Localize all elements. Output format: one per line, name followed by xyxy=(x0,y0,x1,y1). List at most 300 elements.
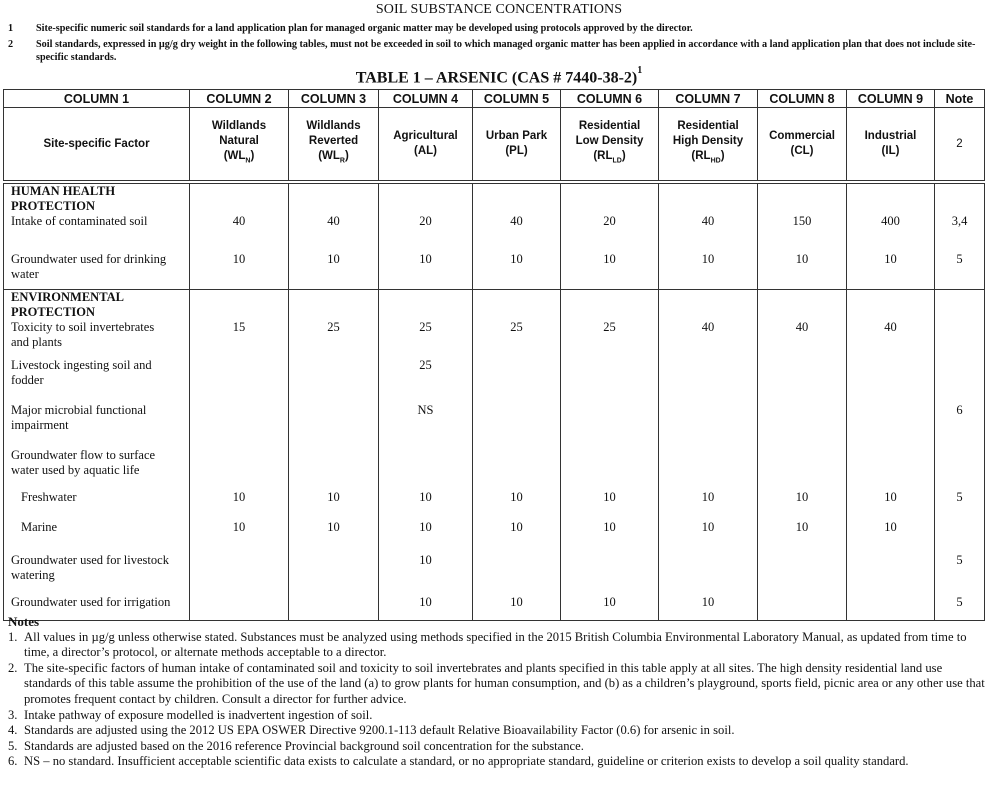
column-description-3 xyxy=(289,108,379,183)
value-cell xyxy=(473,545,561,590)
column-header-4: COLUMN 4 xyxy=(379,90,473,108)
standard-value: 150 xyxy=(792,214,812,228)
value-cell xyxy=(758,244,847,290)
intro-number: 1 xyxy=(8,23,14,34)
standard-value xyxy=(289,350,378,358)
standard-value xyxy=(758,545,846,553)
standard-value xyxy=(379,440,472,448)
standard-value: 10 xyxy=(603,252,616,266)
value-cell xyxy=(758,545,847,590)
standard-value: 10 xyxy=(510,490,523,504)
standard-value xyxy=(847,395,934,403)
site-factor-label: Groundwater flow to surface xyxy=(11,448,156,462)
standard-value: 40 xyxy=(701,320,715,334)
value-cell xyxy=(289,182,379,244)
note-number: 4. xyxy=(8,723,18,738)
note-item xyxy=(8,723,988,739)
note-cell xyxy=(935,290,985,351)
standard-value xyxy=(190,545,288,553)
value-cell xyxy=(190,395,289,440)
note-number: 5. xyxy=(8,738,18,753)
column-label-line: Reverted xyxy=(308,135,359,148)
value-cell xyxy=(379,515,473,545)
standard-value: 10 xyxy=(795,490,809,504)
standard-value: 40 xyxy=(795,320,809,334)
standard-value xyxy=(758,350,846,358)
column-abbreviation xyxy=(659,149,757,168)
abbreviation-text: (AL) xyxy=(414,145,437,157)
value-cell xyxy=(289,244,379,290)
note-cell xyxy=(935,515,985,545)
note-reference xyxy=(935,440,984,448)
site-factor-cell xyxy=(4,515,190,545)
standard-value: 40 xyxy=(232,214,246,228)
value-cell xyxy=(758,395,847,440)
abbreviation-text: (WL xyxy=(223,150,246,163)
standard-value: 10 xyxy=(232,252,246,266)
standard-value xyxy=(289,440,378,448)
abbreviation-subscript: HD xyxy=(710,157,721,165)
column-header-5: COLUMN 5 xyxy=(473,90,561,108)
abbreviation-end: ) xyxy=(720,150,725,163)
section-heading: HUMAN HEALTH xyxy=(11,184,116,198)
note-text: Standards are adjusted using the 2012 US EPA OSWER Directive 9200.1-113 default Relative Bioavailability Factor (0.6) for arsenic in soil. xyxy=(24,723,735,738)
abbreviation-subscript: N xyxy=(245,157,251,165)
section-heading: PROTECTION xyxy=(11,199,96,213)
standard-value: 10 xyxy=(419,490,432,504)
site-factor-label: fodder xyxy=(11,373,44,387)
site-factor-cell xyxy=(4,244,190,290)
standard-value xyxy=(473,440,560,448)
column-header-6: COLUMN 6 xyxy=(561,90,659,108)
row-spacer xyxy=(11,545,189,553)
column-description-1 xyxy=(4,108,190,183)
value-cell xyxy=(379,545,473,590)
abbreviation-end: ) xyxy=(621,150,626,163)
column-description-9 xyxy=(847,108,935,183)
intro-item xyxy=(8,38,976,64)
note-cell xyxy=(935,545,985,590)
column-label-line: Agricultural xyxy=(393,130,458,142)
value-cell xyxy=(847,545,935,590)
standard-value: 40 xyxy=(510,214,523,228)
standard-value: 40 xyxy=(327,214,340,228)
column-header-9: COLUMN 9 xyxy=(847,90,935,108)
notes-section xyxy=(8,614,988,770)
table-row xyxy=(4,545,985,590)
standard-value: 400 xyxy=(881,214,900,228)
standard-value: 10 xyxy=(327,520,340,534)
value-cell xyxy=(190,244,289,290)
value-cell xyxy=(659,290,758,351)
value-cell xyxy=(289,290,379,351)
value-cell xyxy=(847,395,935,440)
value-cell xyxy=(561,545,659,590)
value-cell xyxy=(190,515,289,545)
site-factor-cell xyxy=(4,485,190,515)
column-label-line: Wildlands xyxy=(211,120,267,133)
value-cell xyxy=(473,350,561,395)
column-header-10: Note xyxy=(935,90,985,108)
standard-value: 10 xyxy=(701,595,715,609)
note-text: Intake pathway of exposure modelled is inadvertent ingestion of soil. xyxy=(24,707,373,722)
intro-item xyxy=(8,22,976,35)
abbreviation-text: (RL xyxy=(593,150,613,163)
value-cell xyxy=(659,244,758,290)
note-item xyxy=(8,661,988,708)
section-heading: PROTECTION xyxy=(11,305,96,319)
value-cell xyxy=(289,395,379,440)
value-cell xyxy=(847,515,935,545)
column-label-line: Residential xyxy=(578,120,641,133)
standard-value xyxy=(190,440,288,448)
note-text: NS – no standard. Insufficient acceptable scientific data exists to calculate a standard, or no appropriate standard, guideline or criterion exists to develop a soil quality standard. xyxy=(24,754,909,769)
standard-value: 10 xyxy=(419,553,432,567)
standard-value xyxy=(659,395,757,403)
value-cell xyxy=(847,244,935,290)
standard-value: 25 xyxy=(327,320,340,334)
standard-value xyxy=(289,590,378,595)
value-cell xyxy=(473,515,561,545)
standard-value: 10 xyxy=(419,252,432,266)
standard-value xyxy=(847,440,934,448)
value-cell xyxy=(289,545,379,590)
standard-value: 10 xyxy=(795,252,809,266)
note-reference: 6 xyxy=(956,403,963,417)
column-description-2 xyxy=(190,108,289,183)
column-abbreviation xyxy=(561,149,658,168)
column-header-3: COLUMN 3 xyxy=(289,90,379,108)
note-reference: 5 xyxy=(956,595,963,609)
column-label-line: Low Density xyxy=(575,135,644,148)
abbreviation-end: ) xyxy=(344,150,349,163)
site-factor-cell xyxy=(4,290,190,351)
standard-value: 10 xyxy=(232,490,246,504)
value-cell xyxy=(847,290,935,351)
table-row xyxy=(4,350,985,395)
arsenic-standards-table xyxy=(3,89,985,621)
row-spacer xyxy=(11,440,189,448)
note-cell xyxy=(935,350,985,395)
table-row xyxy=(4,485,985,515)
standard-value xyxy=(758,590,846,595)
column-abbreviation xyxy=(379,144,472,159)
standard-value xyxy=(847,350,934,358)
column-abbreviation xyxy=(758,144,846,159)
value-cell xyxy=(190,485,289,515)
standard-value: 10 xyxy=(884,520,897,534)
site-factor-label: Intake of contaminated soil xyxy=(11,214,148,228)
column-header-1: COLUMN 1 xyxy=(4,90,190,108)
note-number: 1. xyxy=(8,629,18,644)
abbreviation-text: (IL) xyxy=(881,145,900,157)
column-description-8 xyxy=(758,108,847,183)
abbreviation-end: ) xyxy=(250,150,255,163)
site-factor-label: impairment xyxy=(11,418,69,432)
column-abbreviation xyxy=(847,144,934,159)
value-cell xyxy=(847,440,935,485)
standard-value: 10 xyxy=(795,520,809,534)
column-header-8: COLUMN 8 xyxy=(758,90,847,108)
note-text: All values in µg/g unless otherwise stated. Substances must be analyzed using methods specified in the 2015 British Columbia Environmental Laboratory Manual, as updated from time to time, a director’s protocol, or alternate methods acceptable to a director. xyxy=(24,629,967,660)
value-cell xyxy=(289,350,379,395)
standard-value xyxy=(659,545,757,553)
standard-value xyxy=(473,545,560,553)
table-row xyxy=(4,290,985,351)
note-cell xyxy=(935,440,985,485)
standard-value: 10 xyxy=(510,252,523,266)
standard-value xyxy=(561,440,658,448)
standard-value: 25 xyxy=(603,320,616,334)
site-factor-label: and plants xyxy=(11,335,63,349)
standard-value xyxy=(289,545,378,553)
standard-value: 10 xyxy=(327,490,340,504)
value-cell xyxy=(758,440,847,485)
note-text: Standards are adjusted based on the 2016 reference Provincial background soil concentration for the substance. xyxy=(24,738,584,753)
standard-value xyxy=(473,395,560,403)
value-cell xyxy=(659,515,758,545)
row-spacer xyxy=(11,350,189,358)
column-description-7 xyxy=(659,108,758,183)
value-cell xyxy=(190,350,289,395)
standard-value: NS xyxy=(417,403,434,417)
value-cell xyxy=(561,182,659,244)
site-factor-label: Marine xyxy=(21,520,58,534)
value-cell xyxy=(379,290,473,351)
intro-text: Site-specific numeric soil standards for a land application plan for managed organic matter may be developed using protocols approved by the director. xyxy=(36,23,693,34)
standard-value: 15 xyxy=(232,320,246,334)
standard-value: 25 xyxy=(419,320,432,334)
site-factor-cell xyxy=(4,182,190,244)
standard-value xyxy=(659,350,757,358)
table-title xyxy=(0,65,998,87)
value-cell xyxy=(659,485,758,515)
standard-value: 10 xyxy=(510,520,523,534)
value-cell xyxy=(758,515,847,545)
value-cell xyxy=(379,182,473,244)
note-reference: 3,4 xyxy=(951,214,968,228)
column-description-5 xyxy=(473,108,561,183)
site-factor-cell xyxy=(4,545,190,590)
standard-value xyxy=(473,350,560,358)
note-cell xyxy=(935,395,985,440)
standard-value xyxy=(847,590,934,595)
table-row xyxy=(4,182,985,244)
page-title: SOIL SUBSTANCE CONCENTRATIONS xyxy=(375,2,623,17)
intro-number: 2 xyxy=(8,39,14,50)
value-cell xyxy=(659,395,758,440)
note-reference: 5 xyxy=(956,490,963,504)
column-label-line: Commercial xyxy=(769,130,835,142)
column-label-line: Natural xyxy=(219,135,259,148)
standard-value: 25 xyxy=(510,320,523,334)
standard-value: 10 xyxy=(603,595,616,609)
note-number: 3. xyxy=(8,707,18,722)
column-label-line: Residential xyxy=(677,120,739,133)
value-cell xyxy=(561,244,659,290)
column-label-line: Wildlands xyxy=(306,120,361,133)
standard-value: 20 xyxy=(419,214,432,228)
value-cell xyxy=(289,485,379,515)
value-cell xyxy=(473,244,561,290)
site-factor-label: Groundwater used for livestock xyxy=(11,553,169,567)
table-row xyxy=(4,440,985,485)
column-description-6 xyxy=(561,108,659,183)
standard-value xyxy=(758,440,846,448)
standard-value: 10 xyxy=(510,595,523,609)
intro-text: Soil standards, expressed in µg/g dry weight in the following tables, must not be exceeded in soil to which managed organic matter has been applied in accordance with a land application plan that does not include site-specific standards. xyxy=(36,39,976,63)
site-factor-label: watering xyxy=(11,568,55,582)
value-cell xyxy=(847,485,935,515)
abbreviation-text: (WL xyxy=(318,150,340,163)
standard-value xyxy=(190,395,288,403)
standard-value: 40 xyxy=(701,214,715,228)
column-label-line: Industrial xyxy=(864,130,917,142)
value-cell xyxy=(847,182,935,244)
note-reference: 5 xyxy=(956,553,963,567)
site-factor-label: Toxicity to soil invertebrates xyxy=(11,320,155,334)
abbreviation-text: (PL) xyxy=(505,145,528,157)
standard-value xyxy=(758,395,846,403)
value-cell xyxy=(758,485,847,515)
site-factor-label: Major microbial functional xyxy=(11,403,147,417)
note-number: 2. xyxy=(8,660,18,675)
standard-value: 10 xyxy=(603,520,616,534)
value-cell xyxy=(473,485,561,515)
value-cell xyxy=(190,290,289,351)
site-factor-label: Groundwater used for drinking xyxy=(11,252,167,266)
abbreviation-text: (CL) xyxy=(790,145,814,157)
note-item xyxy=(8,708,988,724)
note-text: The site-specific factors of human intake of contaminated soil and toxicity to soil invertebrates and plants specified in this table apply at all sites. The high density residential land use standards of this table assume the prohibition of the use of the land (a) to grow plants for human consumption, and (b) as a children’s playground, sports field, picnic area or any other use that promotes frequent contact by children. Consult a director for further advice. xyxy=(24,660,985,706)
standard-value xyxy=(289,395,378,403)
site-factor-label: Freshwater xyxy=(21,490,77,504)
notes-list xyxy=(8,630,988,770)
standard-value xyxy=(659,440,757,448)
table-row xyxy=(4,395,985,440)
standard-value xyxy=(561,395,658,403)
value-cell xyxy=(190,440,289,485)
standard-value: 10 xyxy=(701,252,715,266)
site-factor-cell xyxy=(4,395,190,440)
standard-value: 10 xyxy=(701,490,715,504)
note-reference: 5 xyxy=(956,252,963,266)
note-reference xyxy=(935,290,984,320)
note-cell xyxy=(935,182,985,244)
standard-value xyxy=(847,545,934,553)
note-item xyxy=(8,739,988,755)
standard-value: 20 xyxy=(603,214,616,228)
value-cell xyxy=(659,182,758,244)
standard-value: 10 xyxy=(884,490,897,504)
value-cell xyxy=(379,395,473,440)
standard-value: 10 xyxy=(327,252,340,266)
value-cell xyxy=(561,485,659,515)
column-label-line: Urban Park xyxy=(485,130,548,142)
column-label-line: High Density xyxy=(672,135,744,148)
standard-value: 10 xyxy=(701,520,715,534)
value-cell xyxy=(659,350,758,395)
value-cell xyxy=(561,290,659,351)
standard-value xyxy=(190,350,288,358)
standard-value: 10 xyxy=(603,490,616,504)
column-number-header-row xyxy=(4,90,985,108)
standard-value: 10 xyxy=(232,520,246,534)
value-cell xyxy=(847,350,935,395)
standard-value: 25 xyxy=(419,358,432,372)
value-cell xyxy=(758,290,847,351)
notes-title: Notes xyxy=(8,614,40,629)
abbreviation-text: (RL xyxy=(691,150,711,163)
table-body xyxy=(4,90,985,621)
column-label-line: Site-specific Factor xyxy=(43,137,150,150)
column-abbreviation xyxy=(473,144,560,159)
note-item xyxy=(8,754,988,770)
value-cell xyxy=(758,350,847,395)
site-factor-label: water xyxy=(11,267,39,281)
row-spacer xyxy=(11,244,189,252)
value-cell xyxy=(289,440,379,485)
value-cell xyxy=(473,440,561,485)
table-title-text: TABLE 1 – ARSENIC (CAS # 7440-38-2) xyxy=(355,69,638,87)
column-description-header-row xyxy=(4,108,985,183)
value-cell xyxy=(190,182,289,244)
note-reference xyxy=(935,515,984,520)
table-title-footnote: 1 xyxy=(637,65,643,76)
row-spacer xyxy=(11,395,189,403)
note-number: 6. xyxy=(8,754,18,769)
value-cell xyxy=(473,395,561,440)
value-cell xyxy=(190,545,289,590)
value-cell xyxy=(379,440,473,485)
value-cell xyxy=(379,244,473,290)
value-cell xyxy=(473,290,561,351)
note-cell xyxy=(935,485,985,515)
note-item xyxy=(8,630,988,661)
column-abbreviation xyxy=(289,149,378,168)
value-cell xyxy=(561,440,659,485)
value-cell xyxy=(379,485,473,515)
value-cell xyxy=(379,350,473,395)
note-cell xyxy=(935,244,985,290)
abbreviation-subscript: R xyxy=(339,157,345,165)
value-cell xyxy=(659,545,758,590)
value-cell xyxy=(289,515,379,545)
standard-value xyxy=(561,350,658,358)
site-factor-label: Groundwater used for irrigation xyxy=(11,595,171,609)
value-cell xyxy=(561,395,659,440)
standard-value xyxy=(561,545,658,553)
value-cell xyxy=(561,350,659,395)
standard-value: 10 xyxy=(419,520,432,534)
note-header-cell xyxy=(935,108,985,183)
standard-value: 10 xyxy=(884,252,897,266)
table-row xyxy=(4,244,985,290)
standard-value: 40 xyxy=(884,320,897,334)
column-abbreviation xyxy=(190,149,288,168)
column-header-7: COLUMN 7 xyxy=(659,90,758,108)
abbreviation-subscript: LD xyxy=(612,157,622,165)
column-header-2: COLUMN 2 xyxy=(190,90,289,108)
value-cell xyxy=(758,182,847,244)
value-cell xyxy=(659,440,758,485)
value-cell xyxy=(561,515,659,545)
column-description-4 xyxy=(379,108,473,183)
value-cell xyxy=(473,182,561,244)
standard-value: 10 xyxy=(419,595,432,609)
site-factor-label: Livestock ingesting soil and xyxy=(11,358,152,372)
section-heading: ENVIRONMENTAL xyxy=(11,290,124,304)
